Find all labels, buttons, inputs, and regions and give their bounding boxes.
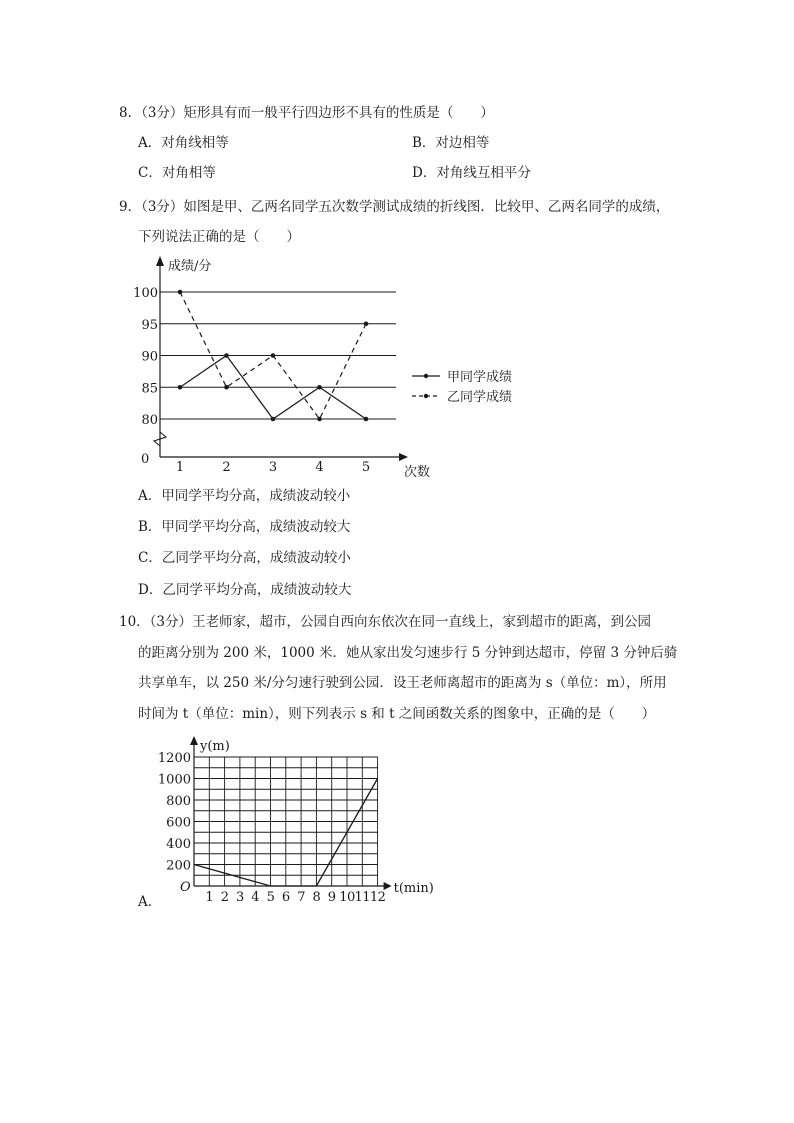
series-1-point	[271, 417, 276, 422]
y-axis-label: 成绩/分	[168, 259, 212, 274]
series-1-point	[224, 353, 229, 358]
y-tick-label: 400	[166, 837, 191, 852]
x-tick-label: 4	[251, 890, 260, 905]
y-axis-arrow	[190, 736, 198, 745]
q8-option-a: A．对角线相等	[138, 135, 229, 151]
x-tick-label: 7	[297, 890, 305, 905]
legend-label-1: 甲同学成绩	[447, 370, 513, 385]
series-1-point	[178, 385, 183, 390]
y-tick-label: 600	[166, 815, 191, 831]
x-axis-label: 次数	[404, 465, 431, 480]
q10-function-graph	[150, 733, 450, 913]
q10-stem-line1: 10．（3分）王老师家，超市，公园自西向东依次在同一直线上，家到超市的距离，到公园	[119, 614, 652, 630]
y-tick-label: 800	[166, 794, 191, 809]
q9-option-a: A．甲同学平均分高，成绩波动较小	[138, 488, 351, 504]
q9-stem-line2: 下列说法正确的是（ ）	[138, 229, 300, 245]
y-tick-label: 1000	[157, 772, 191, 788]
y-tick-label: 1200	[157, 751, 191, 766]
q8-option-d: D．对角线互相平分	[412, 165, 531, 181]
x-tick-label: 6	[281, 890, 290, 905]
origin-label: O	[180, 880, 191, 895]
x-tick-label: 2	[220, 890, 229, 905]
x-tick-label: 5	[266, 890, 275, 905]
legend-marker-2	[424, 394, 428, 398]
series-2-point	[178, 290, 183, 295]
x-tick-label: 11	[354, 890, 371, 905]
x-tick-label: 3	[268, 460, 278, 475]
legend-marker-1	[424, 374, 428, 378]
q9-option-c: C．乙同学平均分高，成绩波动较小	[138, 550, 351, 566]
series-2-point	[364, 321, 369, 326]
x-tick-label: 5	[361, 460, 371, 475]
q9-option-d: D．乙同学平均分高，成绩波动较大	[138, 582, 352, 598]
x-axis-label: t(min)	[393, 881, 434, 896]
x-tick-label: 12	[369, 890, 386, 905]
series-1-point	[364, 417, 369, 422]
y-axis-label: y(m)	[200, 739, 230, 754]
q9-option-b: B．甲同学平均分高，成绩波动较大	[138, 519, 351, 535]
y-tick-label: 95	[141, 317, 158, 333]
q9-line-chart	[133, 252, 540, 482]
x-tick-label: 1	[205, 890, 214, 905]
series-2-point	[271, 353, 276, 358]
q10-stem-line2: 的距离分别为 200 米，1000 米．她从家出发匀速步行 5 分钟到达超市，停留 3 分钟后骑	[138, 645, 678, 661]
y-tick-label: 90	[141, 349, 158, 365]
origin-label: 0	[141, 452, 150, 467]
x-tick-label: 9	[327, 890, 336, 905]
q8-option-c: C．对角相等	[138, 165, 216, 181]
x-axis-arrow	[399, 453, 408, 461]
q10-stem-line4: 时间为 t（单位：min），则下列表示 s 和 t 之间函数关系的图象中，正确的是（ ）	[138, 706, 656, 722]
x-axis-arrow	[384, 882, 392, 890]
legend-label-2: 乙同学成绩	[447, 390, 513, 405]
x-tick-label: 2	[222, 460, 231, 475]
y-tick-label: 200	[166, 858, 191, 874]
series-2-point	[317, 417, 322, 422]
q9-chart	[133, 252, 540, 486]
series-1-point	[317, 385, 322, 390]
y-tick-label: 100	[133, 286, 158, 301]
x-tick-label: 1	[175, 460, 185, 475]
y-tick-label: 85	[141, 381, 158, 397]
series-2-point	[224, 385, 229, 390]
q10-chart	[150, 733, 450, 917]
q10-option-a-label: A．	[138, 894, 162, 910]
q9-stem-line1: 9．（3分）如图是甲、乙两名同学五次数学测试成绩的折线图．比较甲、乙两名同学的成绩，	[119, 199, 670, 215]
y-tick-label: 80	[141, 413, 158, 428]
q8-option-b: B．对边相等	[412, 135, 490, 151]
x-tick-label: 8	[312, 890, 321, 905]
x-tick-label: 3	[236, 890, 244, 905]
x-tick-label: 4	[315, 460, 324, 475]
y-axis-arrow	[156, 256, 164, 266]
q8-stem: 8．（3分）矩形具有而一般平行四边形不具有的性质是（ ）	[119, 105, 494, 121]
x-tick-label: 10	[339, 890, 355, 905]
q10-stem-line3: 共享单车，以 250 米/分匀速行驶到公园．设王老师离超市的距离为 s（单位：m），所用	[138, 675, 667, 691]
